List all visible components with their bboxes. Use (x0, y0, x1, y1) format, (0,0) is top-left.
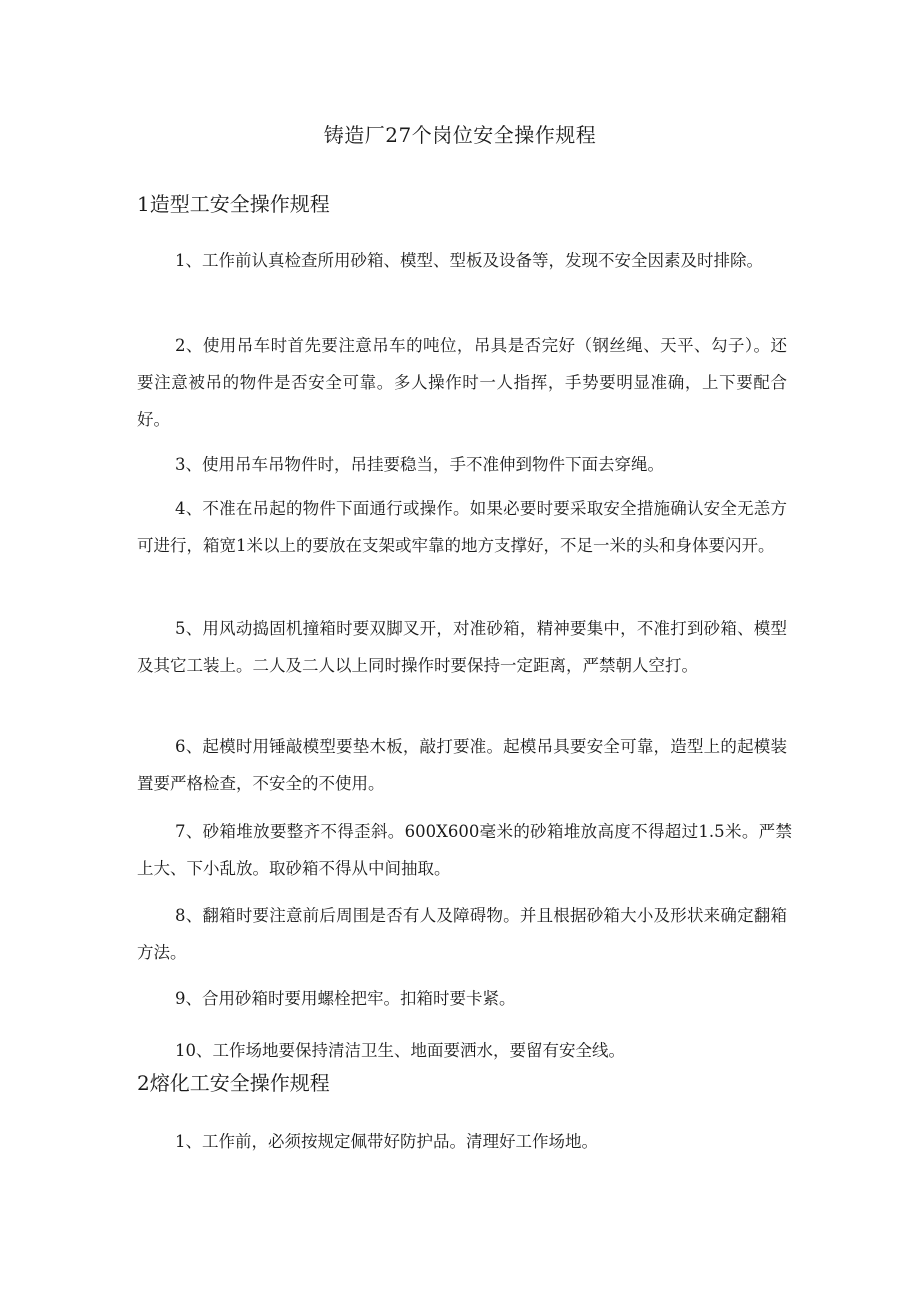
paragraph-item: 5、用风动捣固机撞箱时要双脚叉开，对准砂箱，精神要集中，不准打到砂箱、模型及其它工装上。二人及二人以上同时操作时要保持一定距离，严禁朝人空打。 (137, 619, 787, 675)
paragraph-item: 6、起模时用锤敲模型要垫木板，敲打要准。起模吊具要安全可靠，造型上的起模装置要严格检查，不安全的不使用。 (137, 737, 787, 793)
paragraph-item: 8、翻箱时要注意前后周围是否有人及障碍物。并且根据砂箱大小及形状来确定翻箱方法。 (137, 906, 787, 962)
paragraph-item: 2、使用吊车时首先要注意吊车的吨位，吊具是否完好（钢丝绳、天平、勾子）。还要注意被吊的物件是否安全可靠。多人操作时一人指挥，手势要明显准确，上下要配合好。 (137, 336, 787, 429)
document-title: 铸造厂27个岗位安全操作规程 (323, 123, 597, 147)
paragraph-item: 1、工作前，必须按规定佩带好防护品。清理好工作场地。 (175, 1132, 598, 1151)
section-heading-2: 2熔化工安全操作规程 (137, 1071, 330, 1095)
section-heading-1: 1造型工安全操作规程 (137, 192, 330, 216)
paragraph-item: 4、不准在吊起的物件下面通行或操作。如果必要时要采取安全措施确认安全无恙方可进行，箱宽1米以上的要放在支架或牢靠的地方支撑好，不足一米的头和身体要闪开。 (137, 499, 787, 555)
paragraph-item: 7、砂箱堆放要整齐不得歪斜。600X600毫米的砂箱堆放高度不得超过1.5米。严禁上大、下小乱放。取砂箱不得从中间抽取。 (137, 822, 792, 878)
paragraph-item: 1、工作前认真检查所用砂箱、模型、型板及设备等，发现不安全因素及时排除。 (175, 251, 763, 270)
paragraph-item: 10、工作场地要保持清洁卫生、地面要洒水，要留有安全线。 (175, 1041, 625, 1060)
paragraph-item: 3、使用吊车吊物件时，吊挂要稳当，手不准伸到物件下面去穿绳。 (175, 455, 664, 474)
paragraph-item: 9、合用砂箱时要用螺栓把牢。扣箱时要卡紧。 (175, 989, 516, 1008)
